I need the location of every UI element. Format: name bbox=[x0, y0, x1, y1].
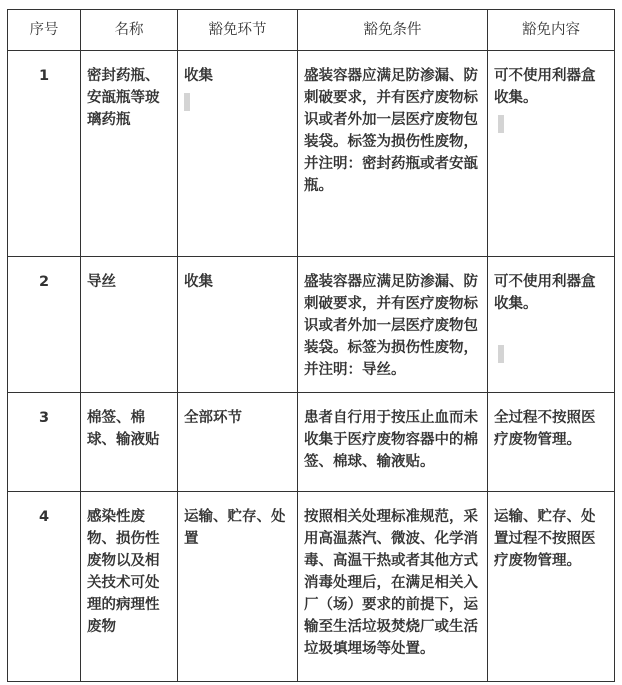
row-index: 2 bbox=[8, 257, 81, 393]
cursor-marker bbox=[498, 345, 504, 363]
row-name: 感染性废物、损伤性废物以及相关技术可处理的病理性废物 bbox=[81, 492, 178, 682]
cursor-marker bbox=[498, 115, 504, 133]
table-row bbox=[8, 393, 615, 492]
header-name: 名称 bbox=[81, 10, 178, 51]
row-index: 3 bbox=[8, 393, 81, 492]
header-condition: 豁免条件 bbox=[298, 10, 488, 51]
row-content: 全过程不按照医疗废物管理。 bbox=[488, 393, 615, 492]
row-stage: 运输、贮存、处置 bbox=[178, 492, 298, 682]
row-condition: 盛装容器应满足防渗漏、防刺破要求，并有医疗废物标识或者外加一层医疗废物包装袋。标签为损伤性废物，并注明：密封药瓶或者安瓿瓶。 bbox=[298, 51, 488, 257]
row-content: 可不使用利器盒收集。 bbox=[488, 51, 615, 257]
row-name: 密封药瓶、安瓿瓶等玻璃药瓶 bbox=[81, 51, 178, 257]
table-row bbox=[8, 492, 615, 682]
header-row bbox=[8, 10, 615, 51]
header-content: 豁免内容 bbox=[488, 10, 615, 51]
row-condition: 按照相关处理标准规范，采用高温蒸汽、微波、化学消毒、高温干热或者其他方式消毒处理后，在满足相关入厂（场）要求的前提下，运输至生活垃圾焚烧厂或生活垃圾填埋场等处置。 bbox=[298, 492, 488, 682]
row-name: 棉签、棉球、输液贴 bbox=[81, 393, 178, 492]
table-row bbox=[8, 51, 615, 257]
header-stage: 豁免环节 bbox=[178, 10, 298, 51]
header-index: 序号 bbox=[8, 10, 81, 51]
exemption-table bbox=[7, 9, 615, 682]
row-name: 导丝 bbox=[81, 257, 178, 393]
row-stage: 收集 bbox=[178, 51, 298, 257]
row-condition: 盛装容器应满足防渗漏、防刺破要求，并有医疗废物标识或者外加一层医疗废物包装袋。标签为损伤性废物，并注明：导丝。 bbox=[298, 257, 488, 393]
row-condition: 患者自行用于按压止血而未收集于医疗废物容器中的棉签、棉球、输液贴。 bbox=[298, 393, 488, 492]
cursor-marker bbox=[184, 93, 190, 111]
row-index: 1 bbox=[8, 51, 81, 257]
row-content: 运输、贮存、处置过程不按照医疗废物管理。 bbox=[488, 492, 615, 682]
row-stage: 全部环节 bbox=[178, 393, 298, 492]
row-index: 4 bbox=[8, 492, 81, 682]
row-content: 可不使用利器盒收集。 bbox=[488, 257, 615, 393]
row-stage: 收集 bbox=[178, 257, 298, 393]
table-row bbox=[8, 257, 615, 393]
